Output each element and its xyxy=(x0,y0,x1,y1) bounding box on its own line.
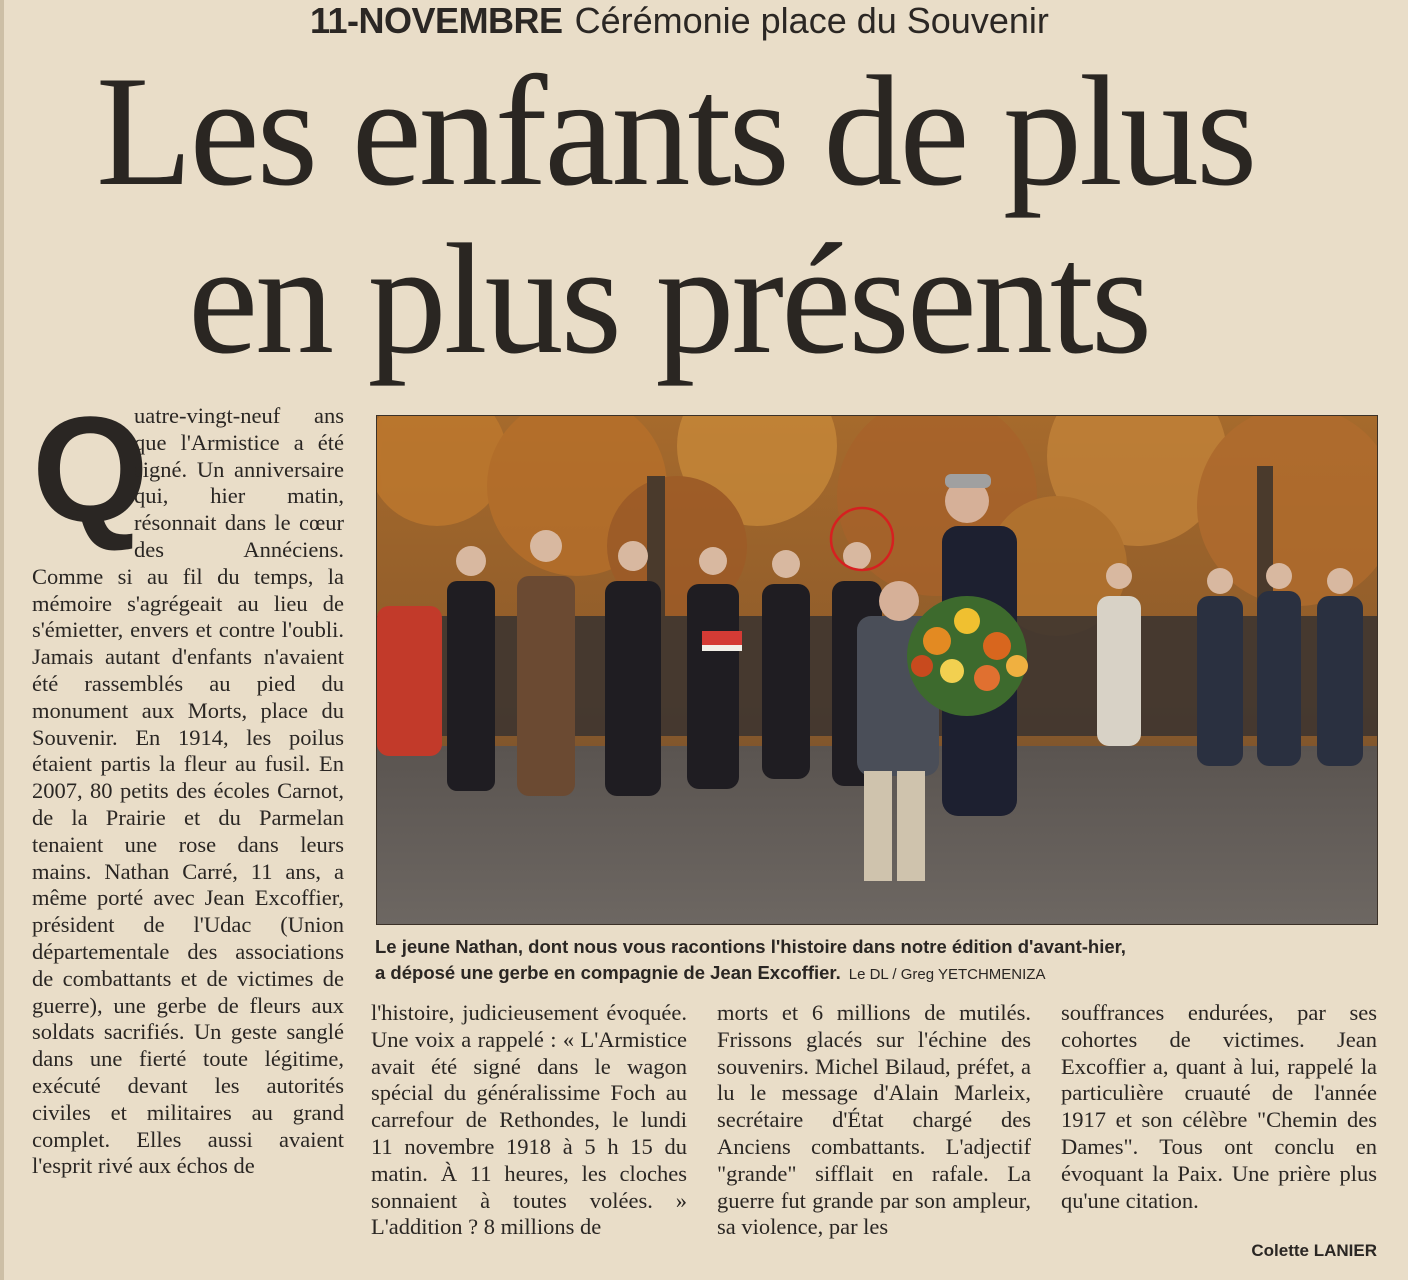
article-column-2: l'histoire, judicieusement évoquée. Une voix a rappelé : « L'Armistice avait été signé dans le wagon spécial du généralissime Foch au carrefour de Rethondes, le lundi 11 novembre 1918 à 5 h 15 du matin. À 11 heures, les cloches sonnaient à toutes volées. » L'addition ? 8 millions de xyxy=(371,1000,687,1240)
section-kicker xyxy=(310,0,1049,42)
caption-line-1: Le jeune Nathan, dont nous vous racontions l'histoire dans notre édition d'avant-hier, xyxy=(375,936,1126,957)
ceremony-photo xyxy=(377,416,1377,924)
headline xyxy=(96,44,1356,387)
byline: Colette LANIER xyxy=(1251,1241,1377,1260)
headline-line-2: en plus présents xyxy=(188,212,1150,387)
kicker-tag: 11-NOVEMBRE xyxy=(310,0,563,41)
caption-line-2 xyxy=(375,960,1385,988)
article-column-1 xyxy=(32,385,344,1180)
caption-line-2-text: a déposé une gerbe en compagnie de Jean Excoffier. xyxy=(375,962,841,983)
photo-caption xyxy=(375,934,1385,988)
drop-cap: Q xyxy=(32,385,149,553)
kicker-subtitle: Cérémonie place du Souvenir xyxy=(574,0,1049,41)
page-edge xyxy=(0,0,4,1280)
article-column-1-text: uatre-vingt-neuf ans que l'Armistice a été signé. Un anniversaire qui, hier matin, résonnait dans le cœur des Annéciens. Comme si au fil du temps, la mémoire s'agrégeait au lieu de s'émietter, envers et contre l'oubli. Jamais autant d'enfants n'avaient été rassemblés au pied du monument aux Morts, place du Souvenir. En 1914, les poilus étaient partis la fleur au fusil. En 2007, 80 petits des écoles Carnot, de la Prairie et du Parmelan tenaient une rose dans leurs mains. Nathan Carré, 11 ans, a même porté avec Jean Excoffier, président de l'Udac (Union départementale des associations de combattants et de victimes de guerre), une gerbe de fleurs aux soldats sacrifiés. Un geste sanglé dans une fierté toute légitime, exécuté devant les autorités civiles et militaires au grand complet. Elles aussi avaient l'esprit rivé aux échos de xyxy=(32,403,344,1179)
article-column-4: souffrances endurées, par ses cohortes de victimes. Jean Excoffier a, quant à lui, rappelé la particulière cruauté de l'année 1917 et son célèbre "Chemin des Dames". Tous ont conclu en évoquant la Paix. Une prière plus qu'une citation. xyxy=(1061,1000,1377,1213)
headline-line-1: Les enfants de plus xyxy=(96,44,1255,219)
article-column-3: morts et 6 millions de mutilés. Frissons glacés sur l'échine des souvenirs. Michel Bilaud, préfet, a lu le message d'Alain Marleix, secrétaire d'État chargé des Anciens combattants. L'adjectif "grande" sifflait en rafale. La guerre fut grande par son ampleur, sa violence, par les xyxy=(717,1000,1031,1240)
photo-credit: Le DL / Greg YETCHMENIZA xyxy=(848,966,1046,983)
